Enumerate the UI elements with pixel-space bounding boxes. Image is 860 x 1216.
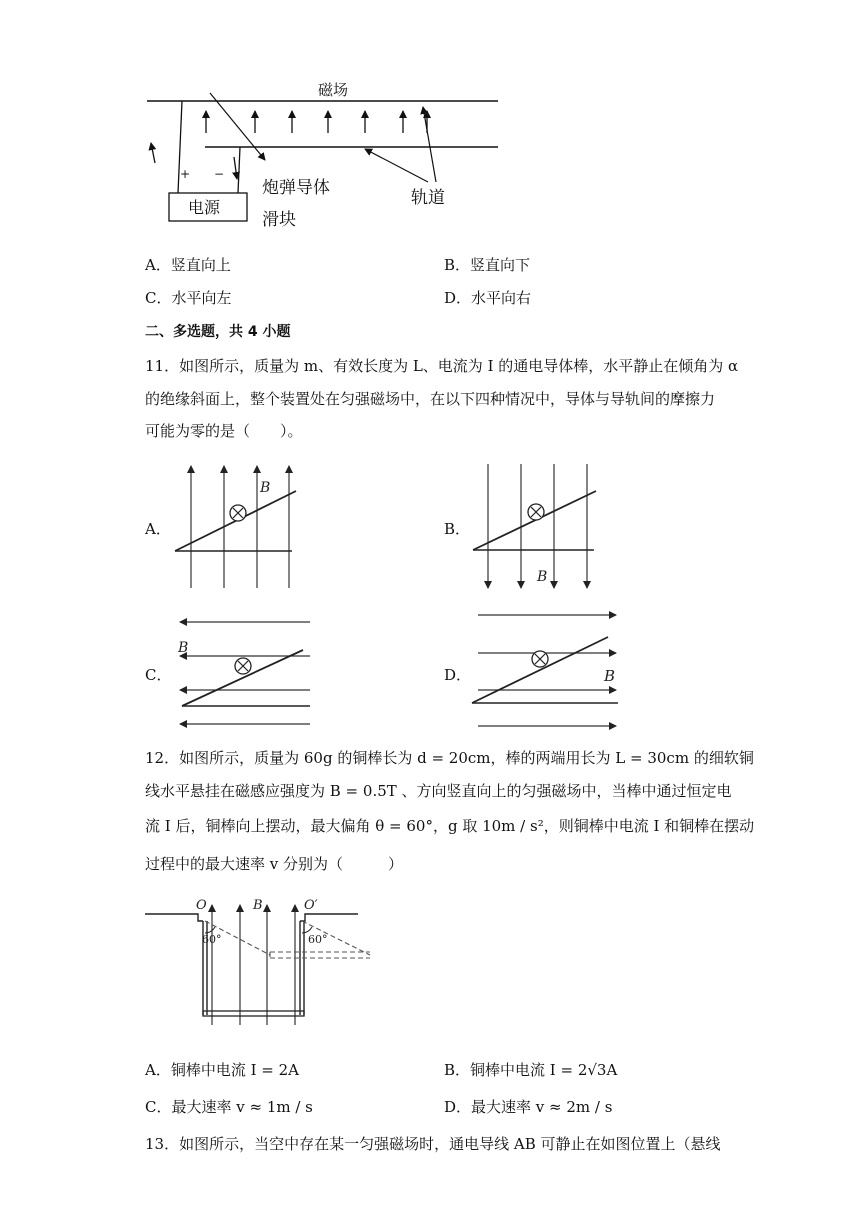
field-label: 磁场 <box>318 81 349 99</box>
q11-line-3: 可能为零的是（ ）。 <box>145 422 303 440</box>
field-b-label: B <box>253 898 263 913</box>
q12-line-2: 线水平悬挂在磁感应强度为 B = 0.5T 、方向竖直向上的匀强磁场中，当棒中通过恒定电 <box>145 782 732 800</box>
q11-label-a: A． <box>145 520 171 538</box>
q12-option-a: A．铜棒中电流 I = 2A <box>145 1061 300 1079</box>
q10-option-a: A．竖直向上 <box>145 256 231 274</box>
angle-label-right: 60° <box>308 933 328 946</box>
slider-label-2: 滑块 <box>262 210 296 230</box>
q12-line-4: 过程中的最大速率 v 分别为（ ） <box>145 855 404 873</box>
q11-diagram-d <box>470 605 620 735</box>
b-label: B <box>604 667 616 685</box>
b-label: B <box>178 640 189 656</box>
q12-option-d: D．最大速率 v ≈ 2m / s <box>444 1098 613 1116</box>
slider-label-1: 炮弹导体 <box>262 178 330 198</box>
q11-line-2: 的绝缘斜面上，整个装置处在匀强磁场中，在以下四种情况中，导体与导轨间的摩擦力 <box>145 390 716 408</box>
pivot-o-prime-label: O′ <box>304 898 318 913</box>
minus-label: − <box>214 167 225 181</box>
q11-label-d: D． <box>444 666 472 684</box>
q12-option-b: B．铜棒中电流 I = 2√3A <box>444 1061 618 1079</box>
railgun-figure <box>140 75 510 235</box>
source-label: 电源 <box>188 198 221 217</box>
q10-option-c: C．水平向左 <box>145 289 232 307</box>
q12-line-3: 流 I 后，铜棒向上摆动，最大偏角 θ = 60°，g 取 10m / s²，则铜棒中电流 I 和铜棒在摆动 <box>145 817 755 835</box>
rail-label: 轨道 <box>411 188 445 208</box>
q10-option-d: D．水平向右 <box>444 289 532 307</box>
q11-label-c: C． <box>145 666 172 684</box>
q11-label-b: B． <box>444 520 471 538</box>
b-label: B <box>260 480 271 496</box>
q12-line-1: 12．如图所示，质量为 60g 的铜棒长为 d = 20cm，棒的两端用长为 L = 30cm 的细软铜 <box>145 749 754 767</box>
section-heading: 二、多选题，共 4 小题 <box>145 324 291 340</box>
b-label: B <box>537 569 548 585</box>
pivot-o-label: O <box>196 898 207 913</box>
q12-pendulum-figure <box>140 893 380 1033</box>
q11-diagram-c <box>170 612 315 737</box>
angle-label-left: 60° <box>202 933 222 946</box>
field-arrows <box>206 111 427 133</box>
q10-option-b: B．竖直向下 <box>444 256 531 274</box>
q11-diagram-b <box>470 460 600 590</box>
q12-option-c: C．最大速率 v ≈ 1m / s <box>145 1098 313 1116</box>
plus-label: + <box>180 167 191 181</box>
q13-line-1: 13．如图所示，当空中存在某一匀强磁场时，通电导线 AB 可静止在如图位置上（悬线 <box>145 1135 721 1153</box>
q11-line-1: 11．如图所示，质量为 m、有效长度为 L、电流为 I 的通电导体棒，水平静止在倾角为 α <box>145 357 739 375</box>
q11-diagram-a <box>170 460 300 590</box>
